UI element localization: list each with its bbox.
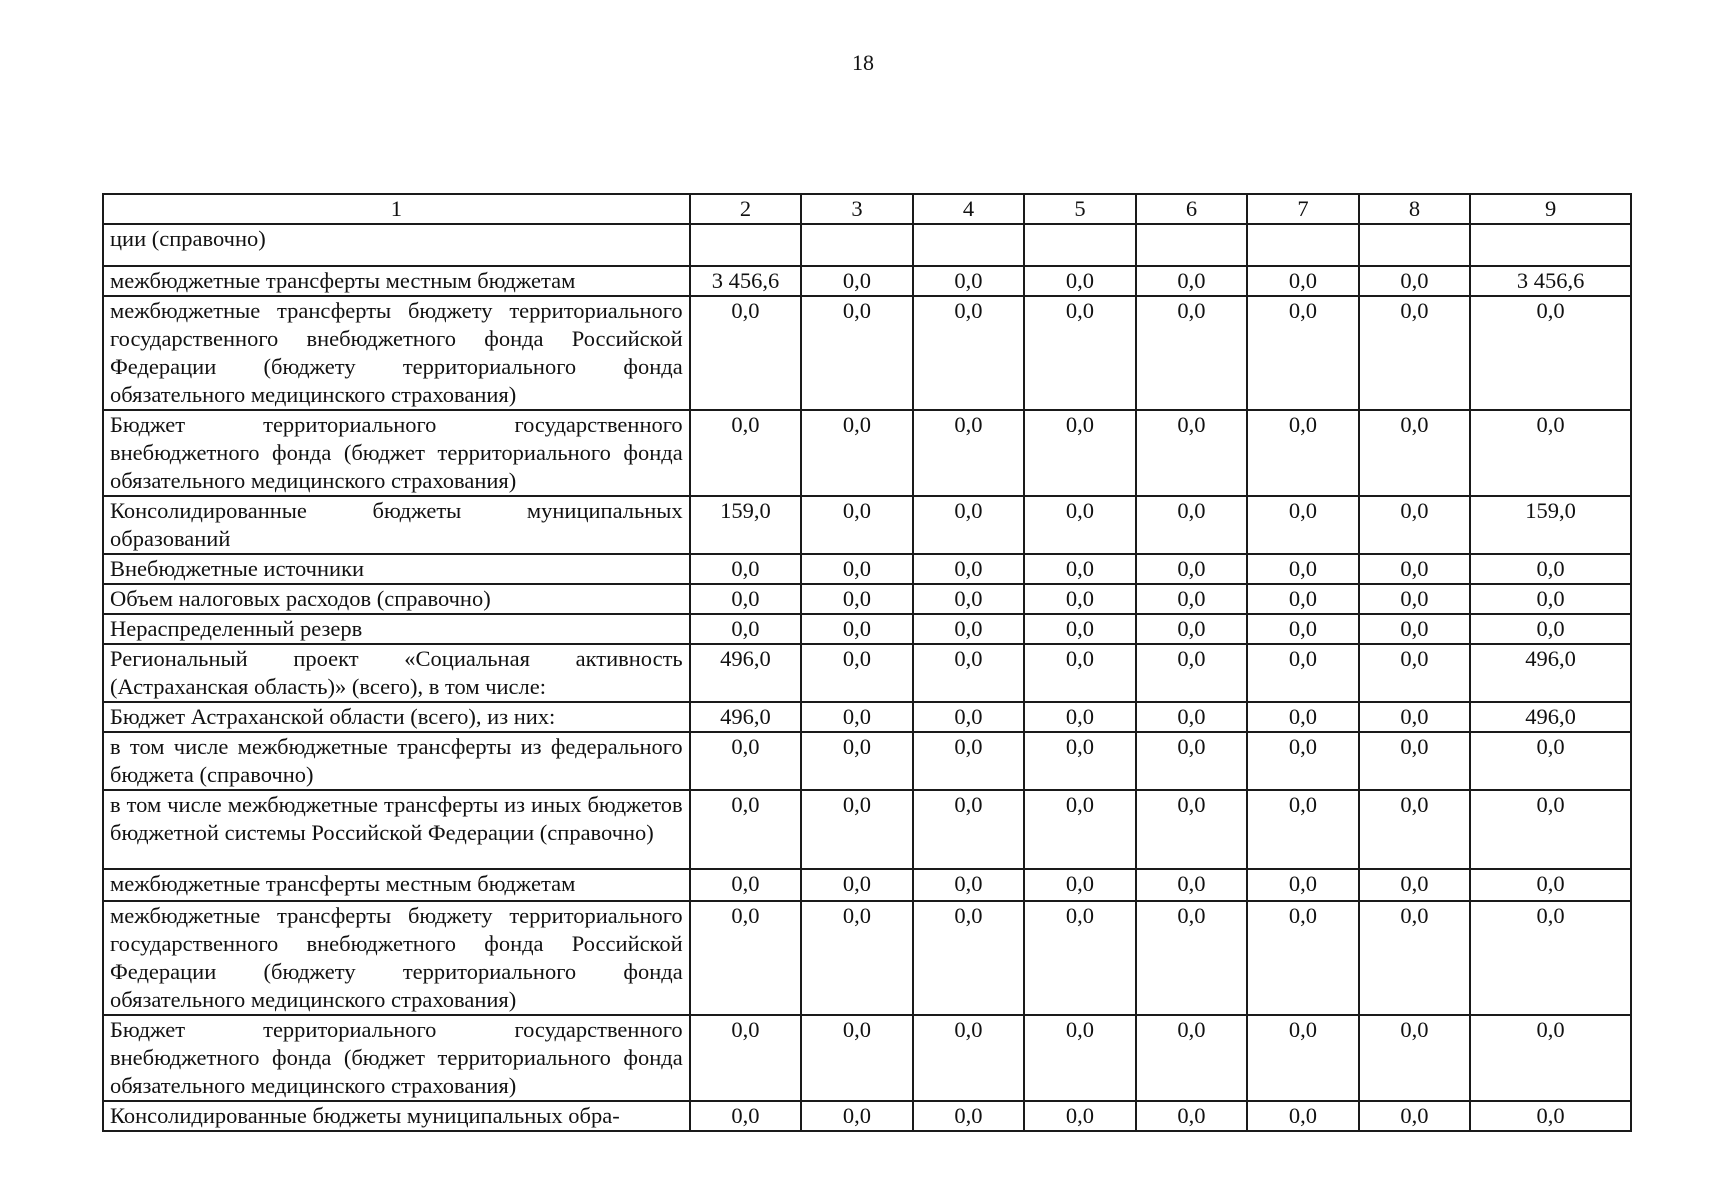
value-cell-col-9: 0,0 (1470, 790, 1631, 869)
value-cell-col-9: 0,0 (1470, 614, 1631, 644)
table-row (103, 584, 1631, 614)
value-cell-col-5: 0,0 (1024, 584, 1136, 614)
value-cell-col-8 (1359, 224, 1471, 266)
table-row (103, 410, 1631, 496)
table-row (103, 1015, 1631, 1101)
value-cell-col-9: 0,0 (1470, 732, 1631, 790)
value-cell-col-3: 0,0 (801, 1015, 913, 1101)
value-cell-col-5: 0,0 (1024, 266, 1136, 296)
value-cell-col-4: 0,0 (913, 869, 1025, 901)
value-cell-col-9 (1470, 224, 1631, 266)
value-cell-col-2: 496,0 (690, 702, 802, 732)
row-label: Консолидированные бюджеты муниципальных образований (103, 496, 690, 554)
budget-table (102, 193, 1632, 1132)
value-cell-col-2 (690, 224, 802, 266)
value-cell-col-5: 0,0 (1024, 410, 1136, 496)
value-cell-col-7: 0,0 (1247, 790, 1359, 869)
value-cell-col-2: 0,0 (690, 296, 802, 410)
value-cell-col-7: 0,0 (1247, 644, 1359, 702)
table-header-row (103, 194, 1631, 224)
row-label: Бюджет территориального государственного внебюджетного фонда (бюджет территориального фонда обязательного медицинского страхования) (103, 410, 690, 496)
value-cell-col-4: 0,0 (913, 790, 1025, 869)
value-cell-col-5: 0,0 (1024, 554, 1136, 584)
value-cell-col-8: 0,0 (1359, 901, 1471, 1015)
value-cell-col-9: 0,0 (1470, 584, 1631, 614)
value-cell-col-3: 0,0 (801, 296, 913, 410)
value-cell-col-9: 0,0 (1470, 1015, 1631, 1101)
value-cell-col-6: 0,0 (1136, 732, 1248, 790)
value-cell-col-6: 0,0 (1136, 266, 1248, 296)
value-cell-col-4: 0,0 (913, 266, 1025, 296)
column-header: 6 (1136, 194, 1248, 224)
table-row (103, 702, 1631, 732)
column-header: 8 (1359, 194, 1471, 224)
value-cell-col-7: 0,0 (1247, 554, 1359, 584)
value-cell-col-3: 0,0 (801, 584, 913, 614)
table-row (103, 901, 1631, 1015)
row-label: Объем налоговых расходов (справочно) (103, 584, 690, 614)
value-cell-col-6: 0,0 (1136, 614, 1248, 644)
value-cell-col-7: 0,0 (1247, 614, 1359, 644)
value-cell-col-8: 0,0 (1359, 702, 1471, 732)
value-cell-col-6: 0,0 (1136, 1101, 1248, 1131)
value-cell-col-2: 0,0 (690, 614, 802, 644)
value-cell-col-7: 0,0 (1247, 901, 1359, 1015)
value-cell-col-3: 0,0 (801, 410, 913, 496)
value-cell-col-6: 0,0 (1136, 1015, 1248, 1101)
value-cell-col-5: 0,0 (1024, 1101, 1136, 1131)
row-label: Бюджет территориального государственного внебюджетного фонда (бюджет территориального фонда обязательного медицинского страхования) (103, 1015, 690, 1101)
value-cell-col-8: 0,0 (1359, 266, 1471, 296)
row-label: Региональный проект «Социальная активность (Астраханская область)» (всего), в том числе: (103, 644, 690, 702)
value-cell-col-5: 0,0 (1024, 1015, 1136, 1101)
value-cell-col-4: 0,0 (913, 584, 1025, 614)
value-cell-col-3: 0,0 (801, 790, 913, 869)
value-cell-col-2: 0,0 (690, 732, 802, 790)
value-cell-col-8: 0,0 (1359, 1015, 1471, 1101)
value-cell-col-6: 0,0 (1136, 296, 1248, 410)
value-cell-col-7: 0,0 (1247, 702, 1359, 732)
value-cell-col-4: 0,0 (913, 410, 1025, 496)
row-label: Внебюджетные источники (103, 554, 690, 584)
value-cell-col-5: 0,0 (1024, 644, 1136, 702)
value-cell-col-3: 0,0 (801, 266, 913, 296)
value-cell-col-9: 0,0 (1470, 554, 1631, 584)
value-cell-col-2: 0,0 (690, 901, 802, 1015)
table-row (103, 644, 1631, 702)
value-cell-col-9: 159,0 (1470, 496, 1631, 554)
value-cell-col-9: 496,0 (1470, 644, 1631, 702)
table-body (103, 224, 1631, 1131)
value-cell-col-8: 0,0 (1359, 1101, 1471, 1131)
value-cell-col-4: 0,0 (913, 702, 1025, 732)
row-label: в том числе межбюджетные трансферты из федерального бюджета (справочно) (103, 732, 690, 790)
value-cell-col-2: 0,0 (690, 1101, 802, 1131)
column-header: 7 (1247, 194, 1359, 224)
value-cell-col-6: 0,0 (1136, 410, 1248, 496)
value-cell-col-8: 0,0 (1359, 296, 1471, 410)
value-cell-col-7: 0,0 (1247, 296, 1359, 410)
table-row (103, 1101, 1631, 1131)
value-cell-col-2: 3 456,6 (690, 266, 802, 296)
value-cell-col-7: 0,0 (1247, 496, 1359, 554)
value-cell-col-4: 0,0 (913, 614, 1025, 644)
value-cell-col-4: 0,0 (913, 496, 1025, 554)
table-row (103, 554, 1631, 584)
value-cell-col-8: 0,0 (1359, 790, 1471, 869)
page-number: 18 (852, 50, 874, 75)
value-cell-col-2: 0,0 (690, 1015, 802, 1101)
row-label: межбюджетные трансферты бюджету территориального государственного внебюджетного фонда Российской Федерации (бюджету территориального фонда обязательного медицинского страхования) (103, 901, 690, 1015)
value-cell-col-5: 0,0 (1024, 732, 1136, 790)
value-cell-col-3: 0,0 (801, 869, 913, 901)
value-cell-col-8: 0,0 (1359, 614, 1471, 644)
value-cell-col-9: 0,0 (1470, 869, 1631, 901)
table-row (103, 869, 1631, 901)
value-cell-col-4: 0,0 (913, 901, 1025, 1015)
value-cell-col-7: 0,0 (1247, 869, 1359, 901)
column-header: 4 (913, 194, 1025, 224)
value-cell-col-7 (1247, 224, 1359, 266)
value-cell-col-2: 0,0 (690, 554, 802, 584)
value-cell-col-7: 0,0 (1247, 1015, 1359, 1101)
value-cell-col-2: 159,0 (690, 496, 802, 554)
value-cell-col-6: 0,0 (1136, 496, 1248, 554)
column-header: 3 (801, 194, 913, 224)
value-cell-col-7: 0,0 (1247, 266, 1359, 296)
value-cell-col-4: 0,0 (913, 644, 1025, 702)
row-label: в том числе межбюджетные трансферты из иных бюджетов бюджетной системы Российской Федерации (справочно) (103, 790, 690, 869)
value-cell-col-3: 0,0 (801, 732, 913, 790)
value-cell-col-9: 0,0 (1470, 1101, 1631, 1131)
value-cell-col-3: 0,0 (801, 496, 913, 554)
column-header: 2 (690, 194, 802, 224)
value-cell-col-5: 0,0 (1024, 869, 1136, 901)
value-cell-col-9: 0,0 (1470, 296, 1631, 410)
value-cell-col-3: 0,0 (801, 644, 913, 702)
value-cell-col-8: 0,0 (1359, 496, 1471, 554)
value-cell-col-8: 0,0 (1359, 869, 1471, 901)
value-cell-col-3: 0,0 (801, 1101, 913, 1131)
value-cell-col-8: 0,0 (1359, 584, 1471, 614)
value-cell-col-7: 0,0 (1247, 1101, 1359, 1131)
table-row (103, 732, 1631, 790)
value-cell-col-9: 0,0 (1470, 901, 1631, 1015)
value-cell-col-4: 0,0 (913, 1015, 1025, 1101)
value-cell-col-3: 0,0 (801, 554, 913, 584)
value-cell-col-2: 496,0 (690, 644, 802, 702)
table-row (103, 224, 1631, 266)
value-cell-col-6: 0,0 (1136, 584, 1248, 614)
table-row (103, 296, 1631, 410)
value-cell-col-9: 3 456,6 (1470, 266, 1631, 296)
row-label: межбюджетные трансферты бюджету территориального государственного внебюджетного фонда Российской Федерации (бюджету территориального фонда обязательного медицинского страхования) (103, 296, 690, 410)
value-cell-col-8: 0,0 (1359, 410, 1471, 496)
value-cell-col-4: 0,0 (913, 296, 1025, 410)
value-cell-col-2: 0,0 (690, 584, 802, 614)
row-label: Нераспределенный резерв (103, 614, 690, 644)
value-cell-col-4: 0,0 (913, 1101, 1025, 1131)
value-cell-col-5 (1024, 224, 1136, 266)
value-cell-col-5: 0,0 (1024, 790, 1136, 869)
row-label: Бюджет Астраханской области (всего), из них: (103, 702, 690, 732)
value-cell-col-9: 0,0 (1470, 410, 1631, 496)
value-cell-col-6: 0,0 (1136, 554, 1248, 584)
value-cell-col-5: 0,0 (1024, 702, 1136, 732)
table-row (103, 614, 1631, 644)
value-cell-col-2: 0,0 (690, 869, 802, 901)
value-cell-col-4 (913, 224, 1025, 266)
value-cell-col-5: 0,0 (1024, 901, 1136, 1015)
value-cell-col-7: 0,0 (1247, 732, 1359, 790)
column-header: 9 (1470, 194, 1631, 224)
value-cell-col-9: 496,0 (1470, 702, 1631, 732)
value-cell-col-3: 0,0 (801, 614, 913, 644)
table-row (103, 496, 1631, 554)
row-label: межбюджетные трансферты местным бюджетам (103, 266, 690, 296)
value-cell-col-6: 0,0 (1136, 702, 1248, 732)
value-cell-col-8: 0,0 (1359, 644, 1471, 702)
value-cell-col-8: 0,0 (1359, 554, 1471, 584)
value-cell-col-6: 0,0 (1136, 869, 1248, 901)
table-row (103, 790, 1631, 869)
value-cell-col-6: 0,0 (1136, 790, 1248, 869)
value-cell-col-4: 0,0 (913, 554, 1025, 584)
value-cell-col-4: 0,0 (913, 732, 1025, 790)
value-cell-col-6 (1136, 224, 1248, 266)
row-label: межбюджетные трансферты местным бюджетам (103, 869, 690, 901)
column-header: 1 (103, 194, 690, 224)
row-label: Консолидированные бюджеты муниципальных обра- (103, 1101, 690, 1131)
value-cell-col-2: 0,0 (690, 410, 802, 496)
value-cell-col-5: 0,0 (1024, 296, 1136, 410)
row-label: ции (справочно) (103, 224, 690, 266)
value-cell-col-2: 0,0 (690, 790, 802, 869)
value-cell-col-6: 0,0 (1136, 901, 1248, 1015)
value-cell-col-3: 0,0 (801, 702, 913, 732)
value-cell-col-8: 0,0 (1359, 732, 1471, 790)
value-cell-col-3: 0,0 (801, 901, 913, 1015)
value-cell-col-5: 0,0 (1024, 614, 1136, 644)
value-cell-col-5: 0,0 (1024, 496, 1136, 554)
value-cell-col-7: 0,0 (1247, 584, 1359, 614)
value-cell-col-3 (801, 224, 913, 266)
value-cell-col-6: 0,0 (1136, 644, 1248, 702)
column-header: 5 (1024, 194, 1136, 224)
value-cell-col-7: 0,0 (1247, 410, 1359, 496)
table-row (103, 266, 1631, 296)
